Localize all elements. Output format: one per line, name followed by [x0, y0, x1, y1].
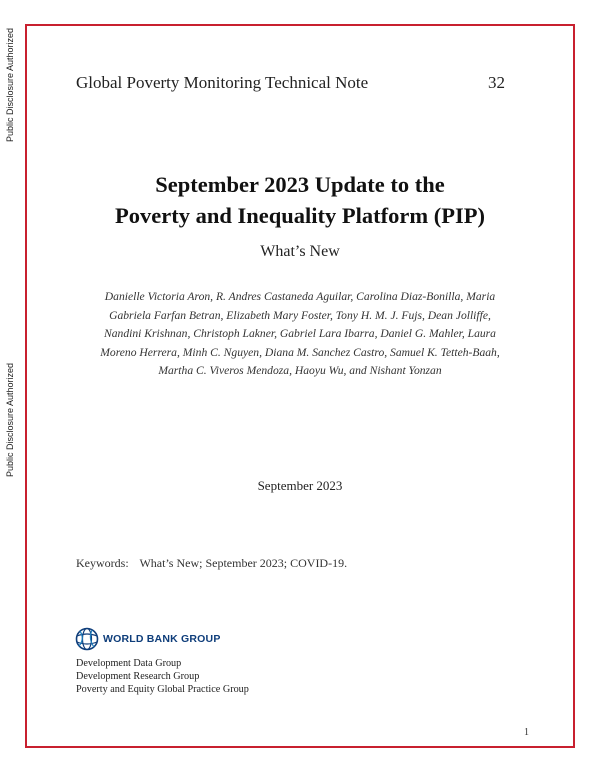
series-title: Global Poverty Monitoring Technical Note [76, 73, 369, 92]
keywords [76, 556, 347, 571]
globe-icon [75, 627, 99, 651]
keywords-label: Keywords: [76, 556, 129, 570]
author-line: Moreno Herrera, Minh C. Nguyen, Diana M. Sanchez Castro, Samuel K. Tetteh-Baah, [100, 345, 500, 359]
author-line: Martha C. Viveros Mendoza, Haoyu Wu, and Nishant Yonzan [158, 364, 442, 378]
department-list [76, 657, 249, 697]
author-line: Nandini Krishnan, Christoph Lakner, Gabriel Lara Ibarra, Daniel G. Mahler, Laura [104, 327, 496, 341]
author-line: Danielle Victoria Aron, R. Andres Castaneda Aguilar, Carolina Diaz-Bonilla, Maria [104, 290, 496, 303]
document-title [30, 169, 570, 231]
title-line-2: Poverty and Inequality Platform (PIP) [115, 203, 485, 228]
logo-text: WORLD BANK GROUP [103, 633, 221, 645]
keywords-value: What’s New; September 2023; COVID-19. [139, 556, 348, 570]
world-bank-logo [75, 627, 221, 651]
disclosure-text-middle: Public Disclosure Authorized [5, 362, 15, 478]
document-subtitle: What’s New [260, 243, 340, 260]
author-list [82, 288, 518, 381]
title-line-1: September 2023 Update to the [155, 172, 445, 197]
author-line: Gabriela Farfan Betran, Elizabeth Mary Foster, Tony H. M. J. Fujs, Dean Jolliffe, [109, 308, 491, 322]
series-number: 32 [488, 73, 505, 92]
department-item: Development Data Group [76, 658, 182, 669]
disclosure-stamp-top [2, 10, 18, 160]
department-item: Poverty and Equity Global Practice Group [76, 684, 249, 696]
disclosure-text-top: Public Disclosure Authorized [5, 27, 15, 143]
page-number: 1 [524, 727, 529, 738]
publication-date: September 2023 [257, 478, 343, 493]
disclosure-stamp-middle [2, 345, 18, 495]
department-item: Development Research Group [76, 671, 200, 683]
